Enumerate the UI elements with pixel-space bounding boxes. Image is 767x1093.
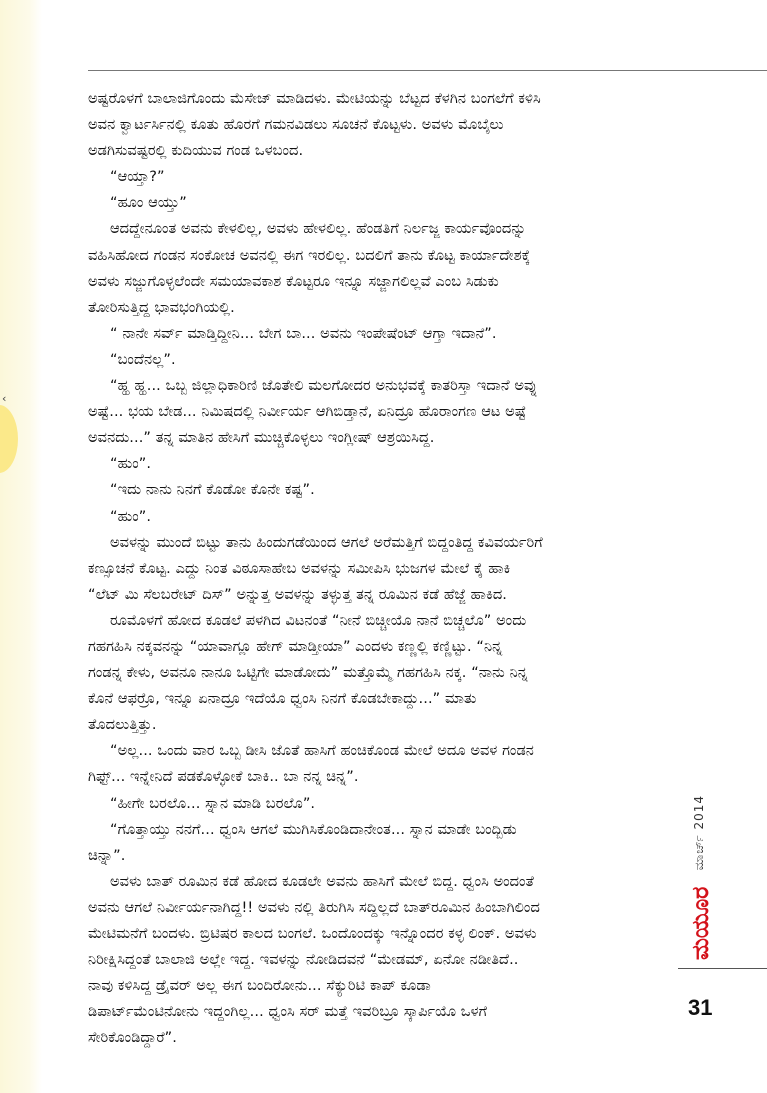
text-line: ಸೇರಿಕೊಂಡಿದ್ದಾರೆ”. [88,1030,178,1047]
text-line: ಗಿಫ್ಟ್... ಇನ್ನೇನಿದೆ ಪಡಕೊಳ್ಳೋಕೆ ಬಾಕಿ.. ಬಾ ನನ್ನ ಚಿನ್ನ”. [88,769,359,786]
text-line: “ಇದು ನಾನು ನಿನಗೆ ಕೊಡೋ ಕೊನೇ ಕಷ್ಟ”. [110,482,315,499]
text-line: ಗಂಡನ್ನ ಕೇಳು, ಅವನೂ ನಾನೂ ಒಟ್ಟಿಗೇ ಮಾಡೋದು” ಮತ್ತೊಮ್ಮೆ ಗಹಗಹಿಸಿ ನಕ್ಕ. “ನಾನು ನಿನ್ನ [88,665,528,682]
text-line: ನಾವು ಕಳಿಸಿದ್ದ ಡ್ರೈವರ್ ಅಲ್ಲ ಈಗ ಬಂದಿರೋನು... ಸೆಕ್ಯುರಿಟಿ ಕಾಪ್ ಕೂಡಾ [88,978,431,995]
story-text [88,86,673,1051]
footer-rule [678,968,767,969]
text-line: “ಹುಂ”. [110,456,152,473]
text-line: “ಲೆಟ್ ಮಿ ಸೆಲಬರೇಟ್ ದಿಸ್” ಅನ್ನುತ್ತ ಅವಳನ್ನು ತಳ್ಳುತ್ತ ತನ್ನ ರೂಮಿನ ಕಡೆ ಹೆಜ್ಜೆ ಹಾಕಿದ. [88,586,508,603]
text-line: ಅವಳು ಸಜ್ಜುಗೊಳ್ಳಲೆಂದೇ ಸಮಯಾವಕಾಶ ಕೊಟ್ಟರೂ ಇನ್ನೂ ಸಜ್ಜಾಗಲಿಲ್ಲವೆ ಎಂಬ ಸಿಡುಕು [88,273,499,290]
text-line: “ಹುಂ”. [110,508,152,525]
text-line: “ ನಾನೇ ಸರ್ವ್ ಮಾಡ್ತಿದ್ದೀನಿ... ಬೇಗ ಬಾ... ಅವನು ಇಂಪೇಷೆಂಟ್ ಆಗ್ತಾ ಇದಾನೆ”. [110,325,497,342]
text-line: ಆದದ್ದೇನೂಂತ ಅವನು ಕೇಳಲಿಲ್ಲ, ಅವಳು ಹೇಳಲಿಲ್ಲ. ಹೆಂಡತಿಗೆ ನಿರ್ಲಜ್ಜ ಕಾರ್ಯವೊಂದನ್ನು [110,221,527,238]
text-line: ಅವಳನ್ನು ಮುಂದೆ ಬಿಟ್ಟು ತಾನು ಹಿಂದುಗಡೆಯಿಂದ ಆಗಲೆ ಅರೆಮತ್ತಿಗೆ ಬಿದ್ದಂತಿದ್ದ ಕವಿವರ್ಯರಿಗೆ [110,534,543,551]
text-line: “ಆಯ್ತಾ?” [110,169,165,186]
text-line: ಕೊನೆ ಆಫರ್ರೊ, ಇನ್ನೂ ಏನಾದ್ರೂ ಇದೆಯೊ ಧ್ವಂಸಿ ನಿನಗೆ ಕೊಡಬೇಕಾದ್ದು...” ಮಾತು [88,691,477,708]
margin-mark: ‹ [2,392,7,405]
magazine-logo: ಮಯೂರ [688,886,714,960]
header-rule [88,70,767,71]
text-line: ಕಣ್ಸೂಚನೆ ಕೊಟ್ಟ. ಎದ್ದು ನಿಂತ ವಿಠೂಸಾಹೇಬ ಅವಳನ್ನು ಸಮೀಪಿಸಿ ಭುಜಗಳ ಮೇಲೆ ಕೈ ಹಾಕಿ [88,560,511,577]
text-line: “ಗೊತ್ತಾಯ್ತು ನನಗೆ... ಧ್ವಂಸಿ ಆಗಲೆ ಮುಗಿಸಿಕೊಂಡಿದಾನೇಂತ... ಸ್ನಾನ ಮಾಡೇ ಬಂದ್ಬಿಡು [110,821,517,838]
text-line: ನಿರೀಕ್ಷಿಸಿದ್ದಂತೆ ಬಾಲಾಜಿ ಅಲ್ಲೇ ಇದ್ದ. ಇವಳನ್ನು ನೋಡಿದವನೆ “ಮೇಡಮ್, ಏನೋ ನಡೀತಿದೆ.. [88,952,519,969]
text-line: “ಹೂಂ ಆಯ್ತು” [110,195,187,212]
text-line: ಅವಳು ಬಾತ್ ರೂಮಿನ ಕಡೆ ಹೋದ ಕೂಡಲೇ ಅವನು ಹಾಸಿಗೆ ಮೇಲೆ ಬಿದ್ದ. ಧ್ವಂಸಿ ಅಂದಂತೆ [110,873,534,890]
text-line: “ಬಂದೆನಲ್ಲ”. [110,351,176,368]
text-line: ಅವನು ಆಗಲೆ ನಿರ್ವೀರ್ಯನಾಗಿದ್ದ!! ಅವಳು ನಲ್ಲಿ ತಿರುಗಿಸಿ ಸದ್ದಿಲ್ಲದೆ ಬಾತ್‌ರೂಮಿನ ಹಿಂಬಾಗಿಲಿಂದ [88,899,540,916]
text-line: ಅಡಗಿಸುವಷ್ಟರಲ್ಲಿ ಕುದಿಯುವ ಗಂಡ ಒಳಬಂದ. [88,143,304,160]
text-line: ವಹಿಸಿಹೋದ ಗಂಡನ ಸಂಕೋಚ ಅವನಲ್ಲಿ ಈಗ ಇರಲಿಲ್ಲ. ಬದಲಿಗೆ ತಾನು ಕೊಟ್ಟ ಕಾರ್ಯಾದೇಶಕ್ಕೆ [88,247,531,264]
page-number: 31 [688,995,713,1020]
text-line: “ಹೀಗೇ ಬರಲೊ... ಸ್ನಾನ ಮಾಡಿ ಬರಲೊ”. [110,795,316,812]
text-line: ಅವನ ಕ್ವಾರ್ಟರ್ಸಿನಲ್ಲಿ ಕೂತು ಹೊರಗೆ ಗಮನವಿಡಲು ಸೂಚನೆ ಕೊಟ್ಟಳು. ಅವಳು ಮೊಬೈಲು [88,117,504,134]
issue-date: ಮಾರ್ಚ್ 2014 [692,795,706,871]
text-line: ಮೇಟಿಮನೆಗೆ ಬಂದಳು. ಬ್ರಿಟಿಷರ ಕಾಲದ ಬಂಗಲೆ. ಒಂದೊಂದಕ್ಕು ಇನ್ನೊಂದರ ಕಳ್ಳ ಲಿಂಕ್. ಅವಳು [88,926,537,942]
text-line: ಚಿನ್ನಾ”. [88,847,126,864]
text-line: ರೂಮೊಳಗೆ ಹೋದ ಕೂಡಲೆ ಪಳಗಿದ ವಿಟನಂತೆ “ನೀನೆ ಬಿಚ್ಚೀಯೊ ನಾನೆ ಬಿಚ್ಚಲೊ” ಅಂದು [110,612,527,629]
text-line: “ಹ್ಹ ಹ್ಹ... ಒಬ್ಬ ಜಿಲ್ಲಾಧಿಕಾರಿಣಿ ಜೊತೇಲಿ ಮಲಗೋದರ ಅನುಭವಕ್ಕೆ ಕಾತರಿಸ್ತಾ ಇದಾನೆ ಅವ್ನು [110,378,538,395]
text-line: ತೋರಿಸುತ್ತಿದ್ದ ಭಾವಭಂಗಿಯಲ್ಲಿ. [88,299,235,316]
text-line: ಗಹಗಹಿಸಿ ನಕ್ಕವನನ್ನು “ಯಾವಾಗ್ಲೂ ಹೇಗ್ ಮಾಡ್ತೀಯಾ” ಎಂದಳು ಕಣ್ಣಲ್ಲಿ ಕಣ್ಣಿಟ್ಟು. “ನಿನ್ನ [88,638,503,655]
text-line: ಅವನದು...” ತನ್ನ ಮಾತಿನ ಹೇಸಿಗೆ ಮುಚ್ಚಿಕೊಳ್ಳಲು ಇಂಗ್ಲೀಷ್ ಆಶ್ರಯಿಸಿದ್ದ. [88,430,435,447]
text-line: ಅಷ್ಟೆ... ಭಯ ಬೇಡ... ನಿಮಿಷದಲ್ಲಿ ನಿರ್ವೀರ್ಯ ಆಗಿಬಿಡ್ತಾನೆ, ಏನಿದ್ರೂ ಹೊರಾಂಗಣ ಆಟ ಅಷ್ಟೆ [88,404,527,421]
text-line: “ಅಲ್ಲ... ಒಂದು ವಾರ ಒಬ್ಬ ಡೀಸಿ ಜೊತೆ ಹಾಸಿಗೆ ಹಂಚಿಕೊಂಡ ಮೇಲೆ ಅದೂ ಅವಳ ಗಂಡನ [110,743,534,760]
text-line: ತೊದಲುತ್ತಿತ್ತು. [88,717,157,734]
text-line: ಡಿಪಾರ್ಟ್‌ಮೆಂಟಿನೋನು ಇದ್ದಂಗಿಲ್ಲ... ಧ್ವಂಸಿ ಸರ್ ಮತ್ತೆ ಇವರಿಬ್ರೂ ಸ್ಕಾರ್ಪಿಯೊ ಒಳಗೆ [88,1004,488,1021]
text-line: ಅಷ್ಟರೊಳಗೆ ಬಾಲಾಜಿಗೊಂದು ಮೆಸೇಜ್ ಮಾಡಿದಳು. ಮೇಟಿಯನ್ನು ಬೆಟ್ಟದ ಕೆಳಗಿನ ಬಂಗಲೆಗೆ ಕಳಿಸಿ [88,91,541,107]
left-margin-tint [0,0,42,1093]
